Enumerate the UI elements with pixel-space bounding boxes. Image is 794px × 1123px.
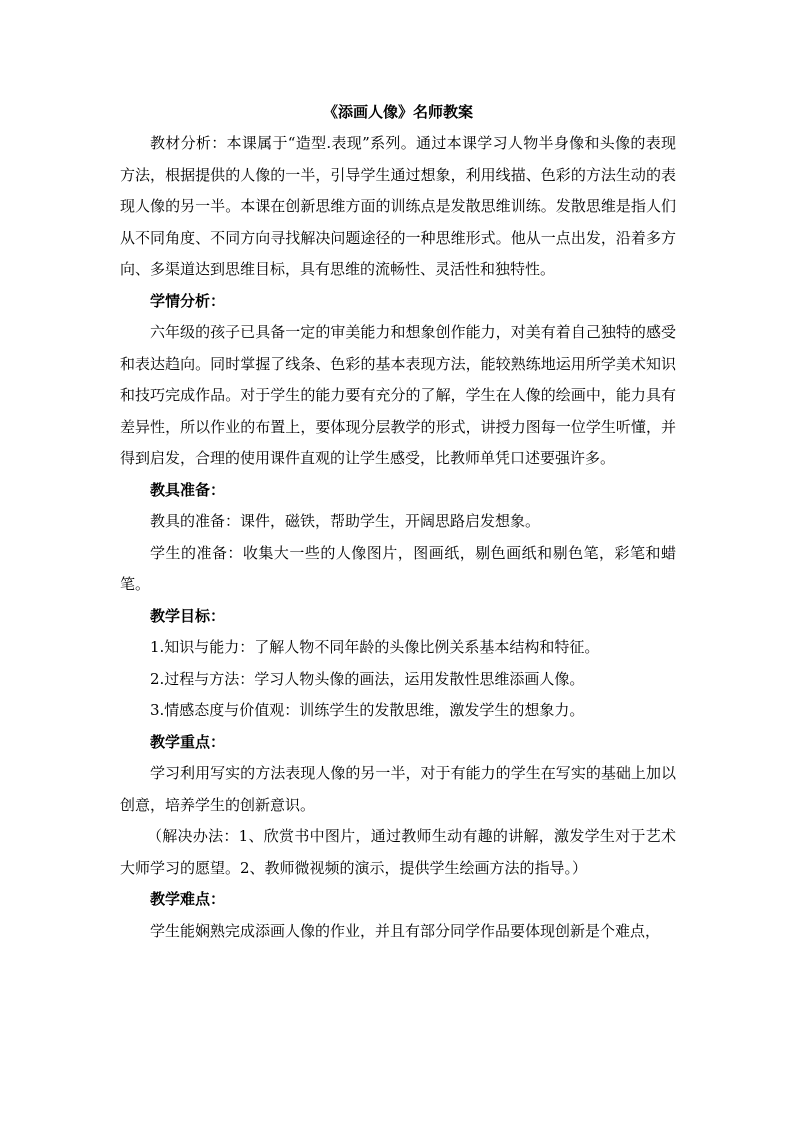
key-points-heading: 教学重点： bbox=[150, 732, 226, 751]
teacher-preparation-paragraph: 教具的准备：课件，磁铁，帮助学生，开阔思路启发想象。 bbox=[150, 512, 541, 530]
key-points-solution: （解决办法：1、欣赏书中图片，通过教师生动有趣的讲解，激发学生对于艺术大师学习的愿望。2、教师微视频的演示，提供学生绘画方法的指导。） bbox=[120, 827, 676, 877]
textbook-analysis-paragraph: 教材分析：本课属于“造型.表现”系列。通过本课学习人物半身像和头像的表现方法，根据提供的人像的一半，引导学生通过想象，利用线描、色彩的方法生动的表现人像的另一半。本课在创新思维方面的训练点是发散思维训练。发散思维是指人们从不同角度、不同方向寻找解决问题途径的一种思维形式。他从一点出发，沿着多方向、多渠道达到思维目标，具有思维的流畅性、灵活性和独特性。 bbox=[120, 134, 676, 278]
teaching-goals-heading: 教学目标： bbox=[150, 606, 226, 625]
student-preparation-paragraph: 学生的准备：收集大一些的人像图片，图画纸，剔色画纸和剔色笔，彩笔和蜡笔。 bbox=[120, 543, 676, 593]
document-body bbox=[120, 100, 676, 947]
difficulty-heading: 教学难点： bbox=[150, 890, 226, 908]
student-analysis-heading: 学情分析： bbox=[150, 291, 226, 310]
goal-item-1: 1.知识与能力：了解人物不同年龄的头像比例关系基本结构和特征。 bbox=[150, 638, 600, 656]
teaching-tools-heading: 教具准备： bbox=[150, 480, 226, 499]
goal-item-3: 3.情感态度与价值观：训练学生的发散思维，激发学生的想象力。 bbox=[150, 701, 585, 719]
difficulty-paragraph: 学生能娴熟完成添画人像的作业，并且有部分同学作品要体现创新是个难点， bbox=[150, 921, 661, 940]
key-points-paragraph: 学习利用写实的方法表现人像的另一半，对于有能力的学生在写实的基础上加以创意，培养学生的创新意识。 bbox=[120, 764, 676, 814]
goal-item-2: 2.过程与方法：学习人物头像的画法，运用发散性思维添画人像。 bbox=[150, 669, 585, 688]
student-analysis-paragraph: 六年级的孩子已具备一定的审美能力和想象创作能力，对美有着自己独特的感受和表达趋向。同时掌握了线条、色彩的基本表现方法，能较熟练地运用所学美术知识和技巧完成作品。对于学生的能力要有充分的了解，学生在人像的绘画中，能力具有差异性，所以作业的布置上，要体现分层教学的形式，讲授力图每一位学生听懂，并得到启发，合理的使用课件直观的让学生感受，比教师单凭口述要强许多。 bbox=[120, 323, 676, 467]
document-title: 《添画人像》名师教案 bbox=[322, 103, 473, 121]
